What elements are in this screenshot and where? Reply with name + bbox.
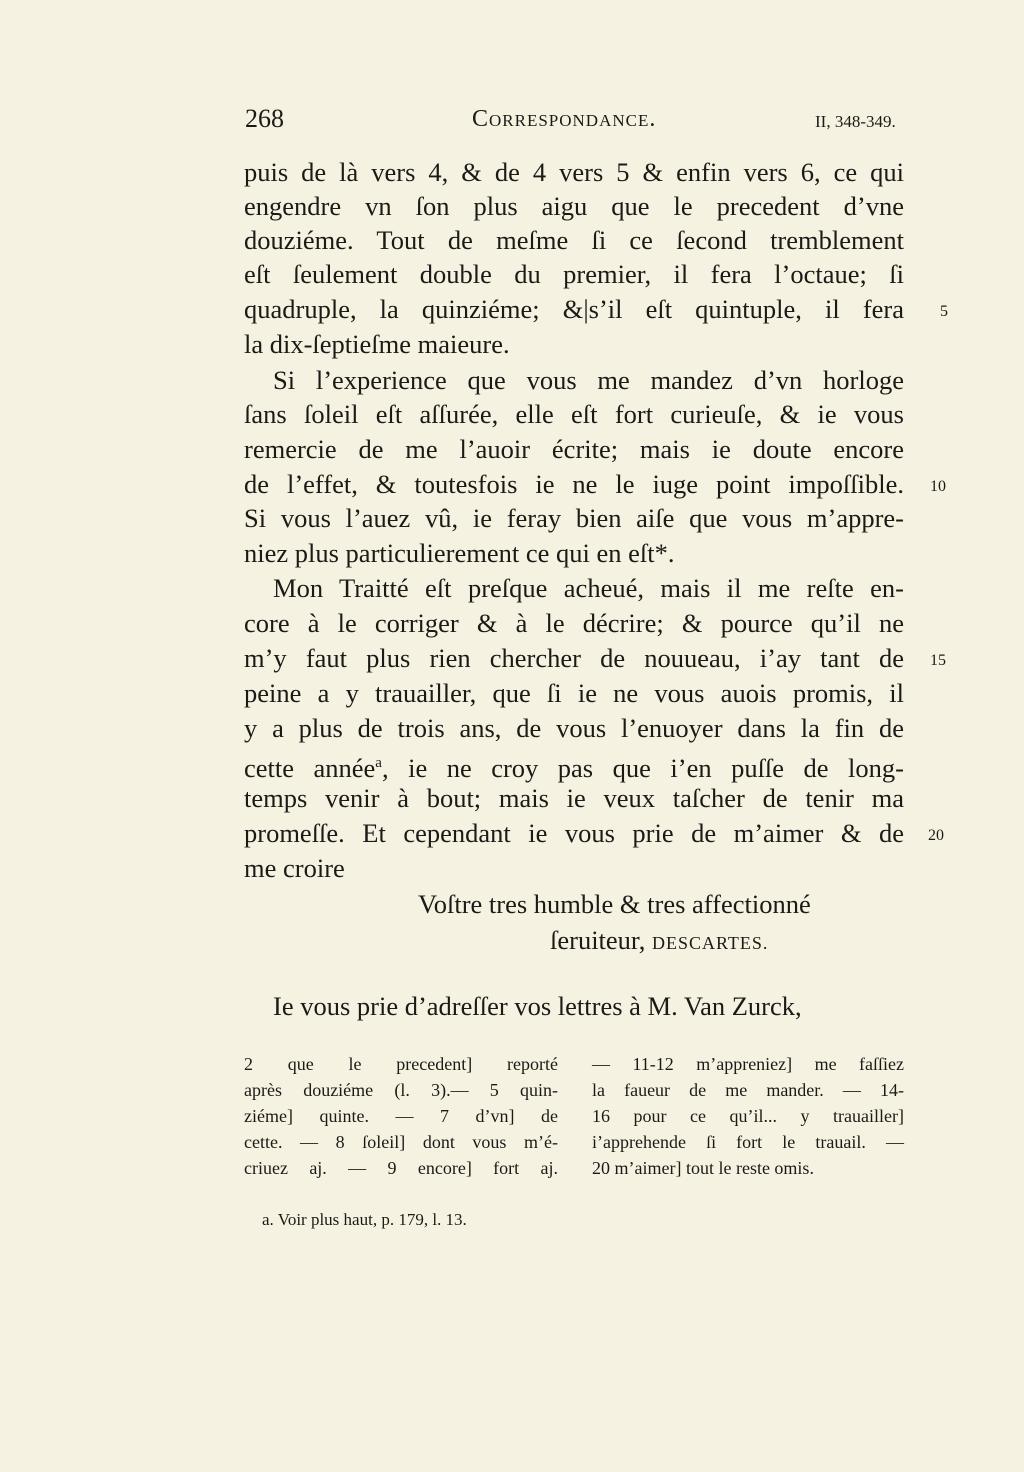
closing-formula: Voſtre tres humble & tres affectionné (418, 889, 811, 919)
variant-right-3: 16 pour ce qu’il... y trauailler] (592, 1106, 904, 1126)
running-title-text: Correspondance. (472, 106, 657, 132)
signature-line (550, 925, 768, 956)
body-line-9: remercie de me l’auoir écrite; mais ie doute encore (244, 434, 904, 464)
variant-left-2: après douziéme (l. 3).— 5 quin- (244, 1080, 558, 1100)
body-line-1: puis de là vers 4, & de 4 vers 5 & enfin vers 6, ce qui (244, 157, 904, 187)
body-line-12: niez plus particulierement ce qui en eſt*. (244, 538, 675, 568)
body-line-16: peine a y trauailler, que ſi ie ne vous auois promis, il (244, 678, 904, 708)
body-line-6: la dix-ſeptieſme maieure. (244, 329, 510, 359)
body-line-10: de l’effet, & toutesfois ie ne le iuge point impoſſible. (244, 469, 904, 499)
variant-right-5: 20 m’aimer] tout le reste omis. (592, 1158, 814, 1178)
footnote-a: a. Voir plus haut, p. 179, l. 13. (262, 1210, 467, 1229)
page-number: 268 (245, 104, 284, 133)
page-reference: II, 348-349. (815, 112, 896, 131)
body-line-14: core à le corriger & à le décrire; & pource qu’il ne (244, 608, 904, 638)
body-line-8: ſans ſoleil eſt aſſurée, elle eſt fort curieuſe, & ie vous (244, 399, 904, 429)
variant-left-4: cette. — 8 ſoleil] dont vous m’é- (244, 1132, 558, 1152)
body-line-7: Si l’experience que vous me mandez d’vn horloge (273, 365, 904, 395)
signature-name: DESCARTES. (651, 933, 769, 953)
footnote-marker: a (375, 755, 382, 771)
body-line-11: Si vous l’auez vû, ie feray bien aiſe que vous m’appre- (244, 503, 904, 533)
body-line-19: temps venir à bout; mais ie veux taſcher de tenir ma (244, 783, 904, 813)
line-number-5: 5 (940, 303, 948, 320)
body-line-13: Mon Traitté eſt preſque acheué, mais il me reſte en- (273, 573, 904, 603)
body-line-17: y a plus de trois ans, de vous l’enuoyer dans la fin de (244, 713, 904, 743)
body-line-15: m’y faut plus rien chercher de nouueau, i’ay tant de (244, 643, 904, 673)
body-line-18-end: , ie ne croy pas que i’en puſſe de long- (381, 752, 904, 783)
body-line-5: quadruple, la quinziéme; &|s’il eſt quintuple, il fera (244, 294, 904, 324)
variant-right-1: — 11-12 m’appreniez] me faſſiez (592, 1054, 904, 1074)
body-line-18-start: cette année (244, 752, 376, 783)
running-title (472, 106, 656, 133)
body-line-21: me croire (244, 853, 345, 883)
variant-left-1: 2 que le precedent] reporté (244, 1054, 558, 1074)
body-line-20: promeſſe. Et cependant ie vous prie de m’aimer & de (244, 818, 904, 848)
line-number-10: 10 (930, 478, 946, 495)
variant-left-5: criuez aj. — 9 encore] fort aj. (244, 1158, 558, 1178)
variant-right-4: i’apprehende ſi fort le trauail. — (592, 1132, 904, 1152)
body-line-4: eſt ſeulement double du premier, il fera l’octaue; ſi (244, 259, 904, 289)
line-number-20: 20 (928, 827, 944, 844)
variant-right-2: la faueur de me mander. — 14- (592, 1080, 904, 1100)
body-line-18 (244, 746, 904, 785)
body-line-3: douziéme. Tout de meſme ſi ce ſecond tremblement (244, 225, 904, 255)
line-number-15: 15 (930, 652, 946, 669)
body-line-2: engendre vn ſon plus aigu que le precedent d’vne (244, 191, 904, 221)
servant-word: ſeruiteur, (550, 925, 646, 955)
variant-left-3: ziéme] quinte. — 7 d’vn] de (244, 1106, 558, 1126)
postscript: Ie vous prie d’adreſſer vos lettres à M. Van Zurck, (273, 991, 802, 1021)
